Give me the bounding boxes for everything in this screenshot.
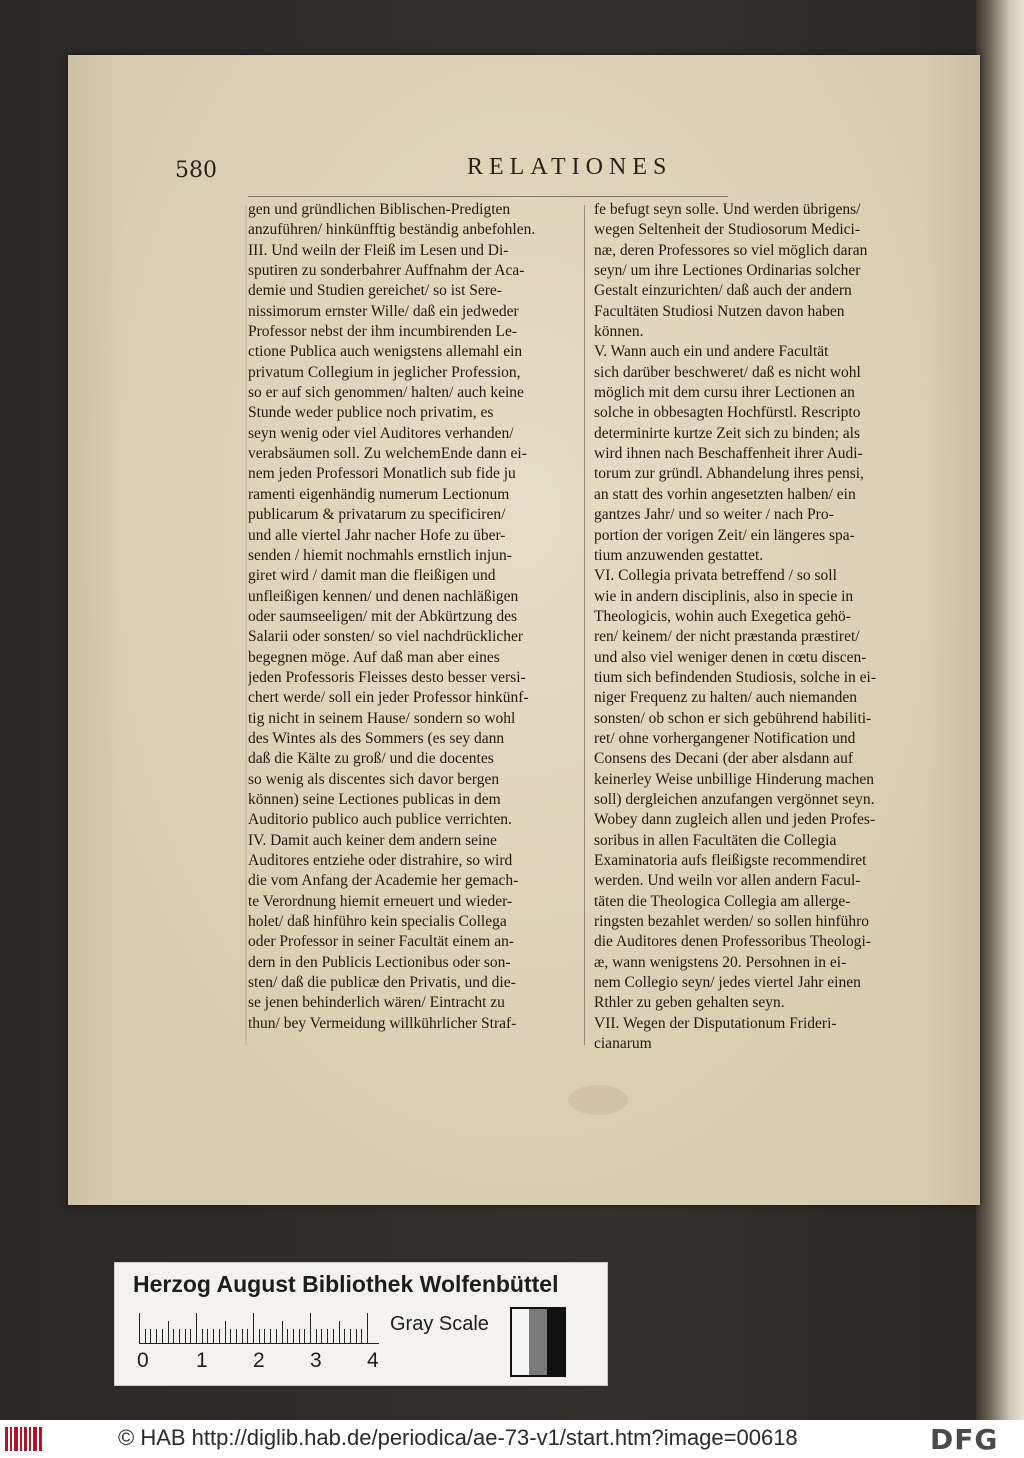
ruler-tick [139, 1313, 140, 1343]
text-line: III. Und weiln der Fleiß im Lesen und Di- [248, 241, 509, 259]
text-line: verabsäumen soll. Zu welchemEnde dann ei- [248, 445, 527, 463]
ruler-label: 0 [137, 1349, 149, 1372]
text-line: V. Wann auch ein und andere Facultät [594, 343, 829, 361]
ruler-label: 2 [253, 1349, 265, 1372]
text-line: tium anzuwenden gestattet. [594, 546, 764, 564]
text-line: soribus in allen Facultäten die Collegia [594, 831, 837, 849]
text-line: nem Collegio seyn/ jedes viertel Jahr einen [594, 974, 861, 992]
ruler-tick [333, 1329, 334, 1343]
text-line: wegen Seltenheit der Studiosorum Medici- [594, 221, 861, 239]
text-line: die Auditores denen Professoribus Theologi- [594, 933, 871, 951]
library-name: Herzog August Bibliothek Wolfenbüttel [133, 1271, 559, 1297]
grayscale-swatches [510, 1307, 566, 1377]
text-line: chert werde/ soll ein jeder Professor hinkünf- [248, 689, 529, 707]
adjacent-page-edge [976, 0, 1024, 1420]
text-line: wie in andern disciplinis, also in specie in [594, 587, 854, 605]
ruler-tick [321, 1329, 322, 1343]
text-line: Auditores entziehe oder distrahire, so wird [248, 852, 513, 869]
right-text-column [594, 200, 924, 1054]
gray-swatch [547, 1309, 564, 1375]
text-line: te Verordnung hiemit erneuert und wieder- [248, 892, 513, 910]
text-line: sten/ daß die publicæ den Privatis, und die- [248, 974, 516, 992]
text-line: thun/ bey Vermeidung willkührlicher Straf- [248, 1014, 517, 1032]
ruler-tick [179, 1329, 180, 1343]
ruler-tick [310, 1313, 311, 1343]
text-line: ramenti eigenhändig numerum Lectionum [248, 485, 510, 503]
ruler-tick [225, 1321, 226, 1343]
text-line: sich darüber beschweret/ daß es nicht wohl [594, 363, 861, 381]
text-line: anzuführen/ hinkünfftig beständig anbefohlen. [248, 221, 536, 239]
ruler-tick [213, 1329, 214, 1343]
text-line: und alle viertel Jahr nacher Hofe zu über- [248, 526, 506, 544]
ruler-tick [236, 1329, 237, 1343]
scale-ruler [139, 1309, 379, 1345]
text-line: torum zur gründl. Abhandelung ihres pensi, [594, 465, 864, 483]
text-line: seyn wenig oder viel Auditores verhanden/ [248, 424, 514, 442]
text-line: nissimorum ernster Wille/ daß ein jedweder [248, 302, 519, 320]
ruler-tick [219, 1329, 220, 1343]
text-line: Professor nebst der ihm incumbirenden Le- [248, 323, 518, 341]
ruler-tick [344, 1329, 345, 1343]
page-header [175, 100, 735, 183]
ruler-tick [259, 1329, 260, 1343]
text-line: Facultäten Studiosi Nutzen davon haben [594, 302, 845, 320]
text-line: keinerley Weise unbillige Hinderung machen [594, 770, 874, 788]
text-line: so er auf sich genommen/ halten/ auch keine [248, 384, 524, 402]
ruler-tick [361, 1329, 362, 1343]
text-line: seyn/ um ihre Lectiones Ordinarias solcher [594, 262, 861, 280]
text-line: se jenen behinderlich wären/ Eintracht zu [248, 994, 505, 1012]
ruler-tick [242, 1329, 243, 1343]
text-line: æ, wann wenigstens 20. Persohnen in ei- [594, 953, 847, 971]
text-line: soll) dergleichen anzufangen vergönnet seyn. [594, 790, 875, 808]
text-line: næ, deren Professores so viel möglich daran [594, 241, 868, 259]
text-line: ctione Publica auch wenigstens allemahl ein [248, 343, 523, 361]
ruler-tick [356, 1329, 357, 1343]
ruler-label: 4 [367, 1349, 379, 1372]
ruler-tick [264, 1329, 265, 1343]
ruler-label: 3 [310, 1349, 322, 1372]
text-line: begegnen möge. Auf daß man aber eines [248, 648, 500, 666]
text-line: wird ihnen nach Beschaffenheit ihrer Audi- [594, 445, 863, 463]
ruler-labels [133, 1349, 393, 1373]
text-line: tig nicht in seinem Hause/ sondern so wohl [248, 709, 516, 727]
text-line: werden. Und weiln vor allen andern Facul- [594, 872, 861, 890]
ruler-tick [190, 1329, 191, 1343]
ruler-label: 1 [196, 1349, 208, 1372]
ruler-tick [367, 1313, 368, 1343]
text-line: an statt des vorhin angesetzten halben/ ein [594, 485, 856, 503]
running-head: RELATIONES [467, 154, 673, 180]
ruler-tick [230, 1329, 231, 1343]
ruler-tick [270, 1329, 271, 1343]
text-line: Theologicis, wohin auch Exegetica gehö- [594, 607, 851, 625]
text-line: ret/ ohne vorhergangener Notification und [594, 729, 856, 747]
text-line: daß die Kälte zu groß/ und die docentes [248, 750, 494, 768]
ruler-tick [287, 1329, 288, 1343]
text-line: determinirte kurtze Zeit sich zu binden; als [594, 424, 860, 442]
text-line: ringsten bezahlet werden/ so sollen hinführo [594, 913, 870, 931]
text-line: unfleißigen kennen/ und denen nachläßigen [248, 587, 519, 605]
ruler-tick [316, 1329, 317, 1343]
text-line: Salarii oder sonsten/ so viel nachdrücklicher [248, 628, 524, 646]
text-line: können. [594, 323, 644, 341]
ruler-tick [145, 1329, 146, 1343]
text-line: portion der vorigen Zeit/ ein längeres spa- [594, 526, 855, 544]
ruler-tick [150, 1329, 151, 1343]
ruler-tick [202, 1329, 203, 1343]
text-line: Wobey dann zugleich allen und jeden Profes- [594, 811, 876, 829]
grayscale-label: Gray Scale [390, 1313, 489, 1335]
ruler-tick [293, 1329, 294, 1343]
ruler-tick [162, 1329, 163, 1343]
gray-swatch [512, 1309, 529, 1375]
text-line: niger Frequenz zu halten/ auch niemanden [594, 689, 857, 707]
text-line: jeden Professoris Fleisses desto besser versi- [248, 668, 526, 686]
text-line: Examinatoria aufs fleißigste recommendiret [594, 852, 867, 869]
text-line: giret wird / damit man die fleißigen und [248, 567, 496, 585]
text-line: oder saumseeligen/ mit der Abkürtzung des [248, 607, 518, 625]
text-line: Stunde weder publice noch privatim, es [248, 404, 494, 422]
ruler-tick [168, 1321, 169, 1343]
text-line: Auditorio publico auch publice verrichten. [248, 811, 512, 829]
ruler-tick [299, 1329, 300, 1343]
text-line: gantzes Jahr/ und so weiter / nach Pro- [594, 506, 834, 524]
ruler-tick [207, 1329, 208, 1343]
ruler-tick [247, 1329, 248, 1343]
text-line: holet/ daß hinführo kein specialis Collega [248, 913, 507, 931]
ruler-tick [253, 1313, 254, 1343]
text-line: IV. Damit auch keiner dem andern seine [248, 831, 497, 849]
text-line: nem jeden Professori Monatlich sub fide ju [248, 465, 516, 483]
source-url[interactable]: © HAB http://diglib.hab.de/periodica/ae-73-v1/start.htm?image=00618 [118, 1425, 798, 1450]
text-line: gen und gründlichen Biblischen-Predigten [248, 201, 511, 218]
ruler-tick [282, 1321, 283, 1343]
paper-stain [568, 1085, 628, 1115]
text-line: des Wintes als des Sommers (es sey dann [248, 729, 505, 747]
ruler-tick [350, 1329, 351, 1343]
text-line: und also viel weniger denen in cœtu discen- [594, 648, 867, 666]
text-line: möglich mit dem cursu ihrer Lectionen an [594, 384, 855, 402]
text-line: Gestalt einzurichten/ daß auch der andern [594, 282, 852, 300]
text-line: cianarum [594, 1035, 652, 1053]
ruler-tick [327, 1329, 328, 1343]
text-line: dern in den Publicis Lectionibus oder son- [248, 953, 511, 971]
text-line: VI. Collegia privata betreffend / so soll [594, 567, 837, 585]
gutter-shadow [245, 205, 247, 1045]
ruler-tick [276, 1329, 277, 1343]
text-line: solche in obbesagten Hochfürstl. Rescripto [594, 404, 861, 422]
dfg-logo: DFG [930, 1423, 999, 1456]
ruler-tick [339, 1321, 340, 1343]
text-line: oder Professor in seiner Facultät einem an- [248, 933, 514, 951]
text-line: fe befugt seyn solle. Und werden übrigens/ [594, 201, 861, 218]
text-line: publicarum & privatarum zu specificiren/ [248, 506, 506, 524]
text-line: Rthler zu geben gehalten seyn. [594, 994, 785, 1012]
ruler-tick [196, 1313, 197, 1343]
text-line: privatum Collegium in jeglicher Profession, [248, 363, 521, 381]
text-line: täten die Theologica Collegia am allerge- [594, 892, 851, 910]
barcode-icon [4, 1425, 44, 1453]
text-line: tium sich befindenden Studiosis, solche in ei- [594, 668, 876, 686]
text-line: demie und Studien gereichet/ so ist Sere- [248, 282, 502, 300]
text-line: VII. Wegen der Disputationum Frideri- [594, 1014, 837, 1032]
ruler-tick [185, 1329, 186, 1343]
text-line: sonsten/ ob schon er sich gebührend habiliti- [594, 709, 872, 727]
text-line: können) seine Lectiones publicas in dem [248, 790, 501, 808]
text-line: Consens des Decani (der aber alsdann auf [594, 750, 854, 768]
text-line: die vom Anfang der Academie her gemach- [248, 872, 519, 890]
ruler-tick [304, 1329, 305, 1343]
text-line: so wenig als discentes sich davor bergen [248, 770, 500, 788]
color-reference-card [114, 1262, 608, 1386]
text-line: ren/ keinem/ der nicht præstanda præstiret/ [594, 628, 860, 646]
column-divider [584, 205, 585, 1045]
ruler-tick [156, 1329, 157, 1343]
ruler-tick [173, 1329, 174, 1343]
left-text-column [248, 200, 576, 1034]
text-line: sputiren zu sonderbahrer Auffnahm der Aca- [248, 262, 525, 280]
page-number: 580 [175, 158, 217, 183]
gray-swatch [529, 1309, 546, 1375]
ruler-baseline [139, 1343, 379, 1344]
footer-bar [0, 1420, 1024, 1458]
header-rule [248, 196, 728, 197]
text-line: senden / hiemit nochmahls ernstlich injun- [248, 546, 512, 564]
